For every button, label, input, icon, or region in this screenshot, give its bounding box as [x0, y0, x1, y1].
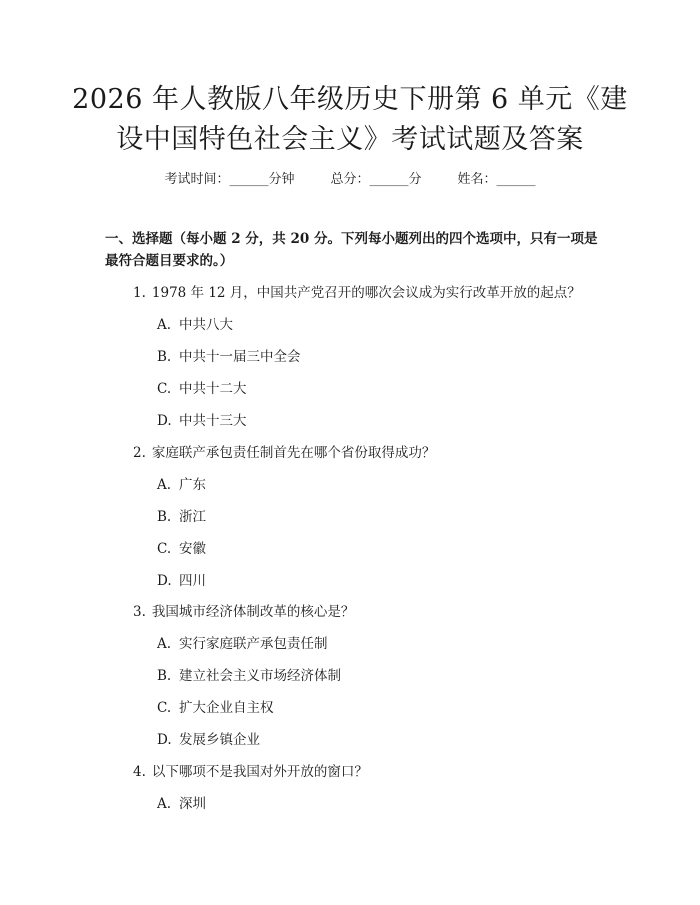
option-text: 实行家庭联产承包责任制 [179, 636, 328, 652]
question-1 [133, 281, 581, 301]
option-1a[interactable] [157, 313, 233, 333]
option-letter: A. [157, 477, 172, 493]
option-2d[interactable] [157, 569, 206, 589]
option-text: 发展乡镇企业 [179, 732, 260, 748]
exam-meta [0, 168, 700, 187]
option-letter: A. [157, 796, 172, 812]
option-text: 浙江 [179, 509, 206, 525]
option-3b[interactable] [157, 664, 341, 684]
exam-time: 考试时间：______分钟 [164, 172, 295, 187]
option-1d[interactable] [157, 409, 247, 429]
option-text: 扩大企业自主权 [179, 700, 274, 716]
option-letter: D. [157, 573, 172, 589]
option-4a[interactable] [157, 792, 206, 812]
option-text: 广东 [179, 477, 206, 493]
option-1b[interactable] [157, 345, 301, 365]
question-text: 以下哪项不是我国对外开放的窗口？ [151, 764, 368, 780]
option-1c[interactable] [157, 377, 247, 397]
question-number: 3. [133, 604, 146, 620]
option-letter: B. [157, 509, 172, 525]
page-title [60, 80, 640, 160]
option-letter: D. [157, 732, 172, 748]
option-letter: C. [157, 700, 172, 716]
option-letter: A. [157, 636, 172, 652]
option-text: 建立社会主义市场经济体制 [179, 668, 341, 684]
section-heading: 一、选择题（每小题 2 分，共 20 分。下列每小题列出的四个选项中，只有一项是最符合题目要求的。） [105, 231, 598, 269]
option-2c[interactable] [157, 537, 206, 557]
question-3 [133, 600, 354, 620]
option-2b[interactable] [157, 505, 206, 525]
option-letter: B. [157, 349, 172, 365]
student-name: 姓名：______ [457, 172, 536, 187]
exam-score: 总分：______分 [330, 172, 422, 187]
question-text: 家庭联产承包责任制首先在哪个省份取得成功？ [151, 445, 436, 461]
option-letter: D. [157, 413, 172, 429]
title-line-2: 设中国特色社会主义》考试试题及答案 [116, 124, 584, 155]
option-2a[interactable] [157, 473, 206, 493]
option-letter: A. [157, 317, 172, 333]
option-text: 中共八大 [179, 317, 233, 333]
option-letter: C. [157, 381, 172, 397]
option-text: 中共十一届三中全会 [179, 349, 301, 365]
question-4 [133, 760, 368, 780]
option-3a[interactable] [157, 632, 328, 652]
question-text: 我国城市经济体制改革的核心是？ [151, 604, 355, 620]
title-line-1: 2026 年人教版八年级历史下册第 6 单元《建 [72, 84, 628, 115]
question-2 [133, 441, 435, 461]
option-text: 四川 [179, 573, 206, 589]
question-text: 1978 年 12 月，中国共产党召开的哪次会议成为实行改革开放的起点？ [151, 285, 581, 301]
question-number: 1. [133, 285, 146, 301]
option-text: 安徽 [179, 541, 206, 557]
option-3c[interactable] [157, 696, 274, 716]
question-number: 2. [133, 445, 146, 461]
option-letter: B. [157, 668, 172, 684]
option-text: 深圳 [179, 796, 206, 812]
option-text: 中共十二大 [179, 381, 247, 397]
option-letter: C. [157, 541, 172, 557]
option-3d[interactable] [157, 728, 260, 748]
question-number: 4. [133, 764, 146, 780]
option-text: 中共十三大 [179, 413, 247, 429]
